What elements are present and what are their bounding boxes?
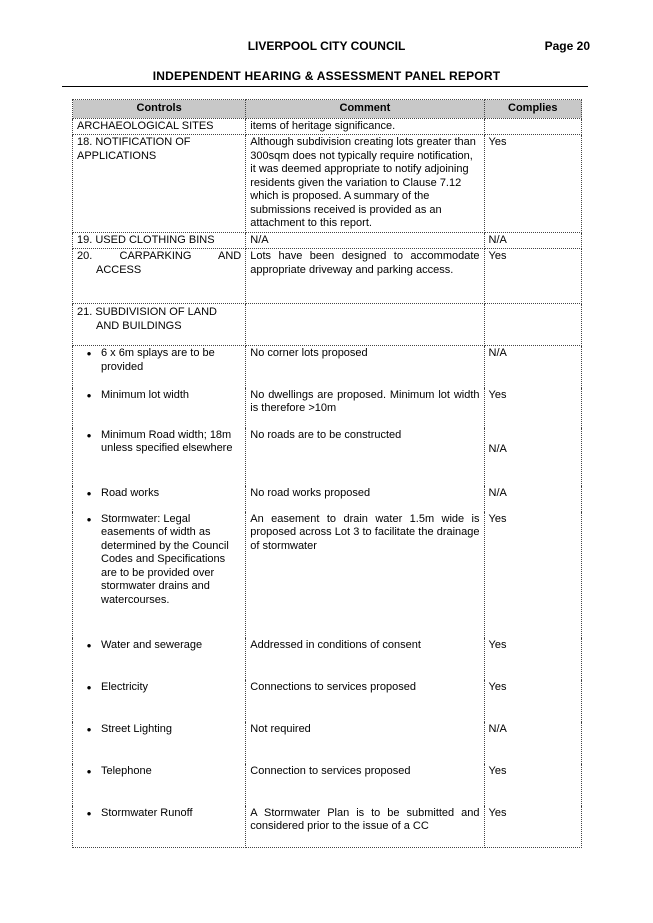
comment-cell: Addressed in conditions of consent [246, 638, 484, 680]
bullet-icon: • [86, 387, 92, 403]
complies-cell: Yes [484, 512, 581, 638]
complies-cell: N/A [484, 428, 581, 486]
bullet-control-text: Stormwater: Legal easements of width as determined by the Council Codes and Specifications are to be provided over stormwater drains and watercourses. [101, 512, 229, 606]
col-comment: Comment [246, 100, 484, 119]
bullet-control-text: Telephone [101, 764, 152, 777]
control-cell [73, 249, 246, 304]
comment-cell: No road works proposed [246, 486, 484, 512]
table-row [73, 806, 582, 848]
table-row [73, 304, 582, 346]
table-row [73, 486, 582, 512]
complies-cell: Yes [484, 249, 581, 304]
control-cell [73, 486, 246, 512]
control-cell [73, 638, 246, 680]
council-name: LIVERPOOL CITY COUNCIL [247, 39, 406, 53]
complies-cell [484, 304, 581, 346]
bullet-control-text: Electricity [101, 680, 149, 693]
bullet-icon: • [86, 679, 92, 695]
control-cell [73, 135, 246, 233]
complies-cell: Yes [484, 680, 581, 722]
table-header-row [73, 100, 582, 119]
complies-cell [484, 118, 581, 135]
complies-cell: Yes [484, 388, 581, 428]
bullet-icon: • [86, 427, 92, 443]
bullet-icon: • [86, 721, 92, 737]
bullet-icon: • [86, 805, 92, 821]
control-cell [73, 388, 246, 428]
col-complies: Complies [484, 100, 581, 119]
table-row [73, 722, 582, 764]
table-row [73, 118, 582, 135]
complies-cell: N/A [484, 232, 581, 249]
header-rule [62, 86, 588, 87]
comment-cell: Connections to services proposed [246, 680, 484, 722]
table-row [73, 346, 582, 388]
control-cell [73, 764, 246, 806]
table-row [73, 388, 582, 428]
comment-cell: items of heritage significance. [246, 118, 484, 135]
bullet-control-text: Water and sewerage [101, 638, 203, 651]
complies-cell: N/A [484, 486, 581, 512]
comment-cell: Not required [246, 722, 484, 764]
bullet-icon: • [86, 346, 92, 361]
control-line: ACCESS [96, 263, 142, 276]
table-row [73, 249, 582, 304]
control-line: AND BUILDINGS [96, 319, 182, 332]
comment-cell: N/A [246, 232, 484, 249]
control-cell [73, 680, 246, 722]
report-title: INDEPENDENT HEARING & ASSESSMENT PANEL REPORT [152, 69, 501, 83]
col-controls: Controls [73, 100, 246, 119]
control-cell [73, 304, 246, 346]
control-cell: ARCHAEOLOGICAL SITES [73, 118, 246, 135]
bullet-rows [73, 346, 582, 848]
bullet-icon: • [86, 637, 92, 653]
complies-cell: N/A [484, 722, 581, 764]
table-row [73, 638, 582, 680]
control-line: 20. CARPARKING AND [77, 250, 242, 262]
comment-cell: An easement to drain water 1.5m wide is proposed across Lot 3 to facilitate the drainage of stormwater [246, 512, 484, 638]
table-row [73, 232, 582, 249]
controls-table [72, 99, 582, 848]
comment-cell: A Stormwater Plan is to be submitted and considered prior to the issue of a CC [246, 806, 484, 848]
control-cell [73, 512, 246, 638]
complies-cell: Yes [484, 638, 581, 680]
control-cell [73, 346, 246, 388]
comment-cell: Connection to services proposed [246, 764, 484, 806]
comment-cell: No dwellings are proposed. Minimum lot width is therefore >10m [246, 388, 484, 428]
table-row [73, 764, 582, 806]
control-line: 21. SUBDIVISION OF LAND [77, 306, 217, 318]
table-row [73, 428, 582, 486]
table-row [73, 135, 582, 233]
comment-cell [246, 304, 484, 346]
complies-cell: Yes [484, 764, 581, 806]
bullet-control-text: 6 x 6m splays are to be provided [101, 347, 215, 373]
bullet-control-text: Street Lighting [101, 722, 172, 735]
page-number: Page 20 [544, 39, 590, 53]
table-row [73, 512, 582, 638]
bullet-control-text: Stormwater Runoff [101, 806, 193, 819]
bullet-control-text: Minimum lot width [101, 388, 190, 401]
comment-cell: Although subdivision creating lots greater than 300sqm does not typically require notification, it was deemed appropriate to notify adjoining residents given the variation to Clause 7.12 which is proposed. A summary of the submissions received is provided as an attachment to this report. [246, 135, 484, 233]
bullet-icon: • [86, 763, 92, 779]
comment-cell: No roads are to be constructed [246, 428, 484, 486]
control-cell [73, 806, 246, 848]
bullet-icon: • [86, 485, 92, 501]
table-row [73, 680, 582, 722]
control-line: APPLICATIONS [77, 149, 157, 162]
control-cell [73, 722, 246, 764]
control-cell [73, 428, 246, 486]
comment-cell: Lots have been designed to accommodate appropriate driveway and parking access. [246, 249, 484, 304]
control-line: 18. NOTIFICATION OF [77, 136, 191, 148]
complies-cell: Yes [484, 135, 581, 233]
complies-cell: N/A [484, 346, 581, 388]
bullet-icon: • [86, 511, 92, 527]
complies-cell: Yes [484, 806, 581, 848]
bullet-control-text: Minimum Road width; 18m unless specified elsewhere [101, 428, 233, 454]
comment-cell: No corner lots proposed [246, 346, 484, 388]
bullet-control-text: Road works [101, 486, 160, 499]
control-cell: 19. USED CLOTHING BINS [73, 232, 246, 249]
